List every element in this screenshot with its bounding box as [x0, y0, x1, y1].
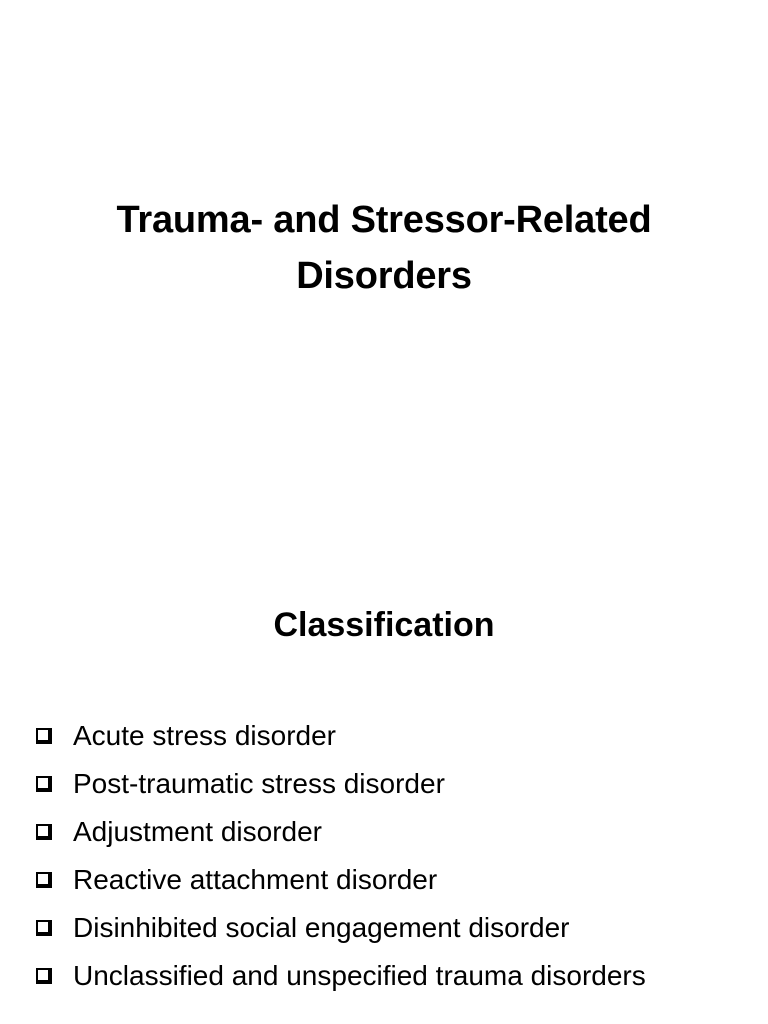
- classification-heading: Classification: [273, 606, 495, 644]
- list-item: [36, 952, 646, 1000]
- checkbox-bullet-icon: [36, 872, 52, 888]
- list-item: [36, 856, 646, 904]
- list-item-label: Disinhibited social engagement disorder: [73, 912, 570, 943]
- classification-list: [36, 712, 646, 1000]
- slide-title-line-2: Disorders: [296, 255, 472, 297]
- list-item: [36, 712, 646, 760]
- checkbox-bullet-icon: [36, 824, 52, 840]
- checkbox-bullet-icon: [36, 920, 52, 936]
- slide-title-line-1: Trauma- and Stressor-Related: [116, 199, 652, 241]
- list-item-label: Adjustment disorder: [73, 816, 323, 847]
- list-item-label: Post-traumatic stress disorder: [73, 768, 445, 799]
- list-item-label: Unclassified and unspecified trauma disorders: [73, 960, 646, 991]
- list-item-label: Acute stress disorder: [73, 720, 336, 751]
- checkbox-bullet-icon: [36, 776, 52, 792]
- checkbox-bullet-icon: [36, 728, 52, 744]
- checkbox-bullet-icon: [36, 968, 52, 984]
- list-item-label: Reactive attachment disorder: [73, 864, 438, 895]
- list-item: [36, 808, 646, 856]
- slide-title: [0, 192, 768, 304]
- list-item: [36, 904, 646, 952]
- list-item: [36, 760, 646, 808]
